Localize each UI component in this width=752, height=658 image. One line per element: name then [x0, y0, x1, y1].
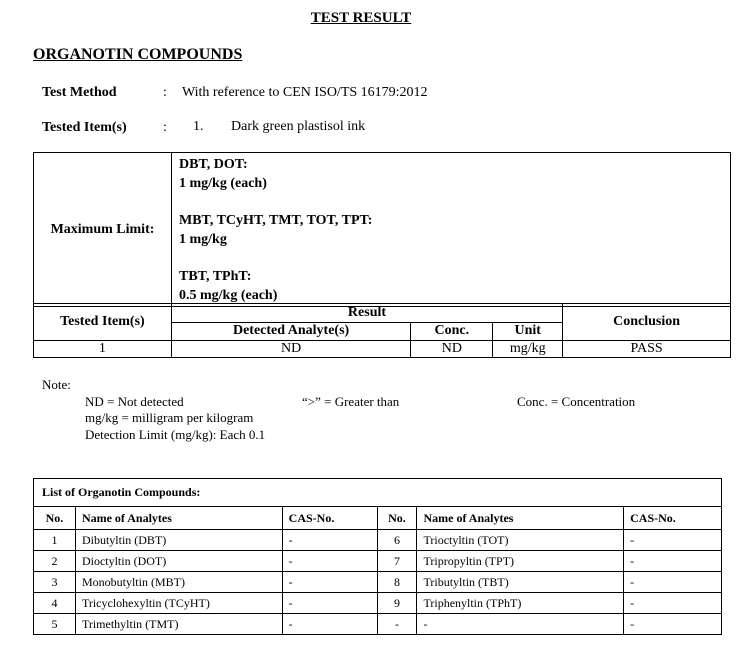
row-no: 6: [377, 530, 417, 551]
col-name-right: Name of Analytes: [417, 507, 624, 530]
result-table: [33, 303, 731, 358]
table-row: [34, 572, 722, 593]
conc-header: Conc.: [411, 322, 493, 341]
row-no: 7: [377, 551, 417, 572]
unit-header: Unit: [493, 322, 563, 341]
test-method-value: With reference to CEN ISO/TS 16179:2012: [182, 85, 428, 100]
row-no: 1: [34, 530, 76, 551]
note-mgkg: mg/kg = milligram per kilogram: [85, 410, 254, 425]
maximum-limit-table: [33, 152, 731, 307]
tested-items-value: Dark green plastisol ink: [231, 119, 366, 134]
tested-item-header: Tested Item(s): [34, 304, 172, 341]
col-cas-left: CAS-No.: [282, 507, 377, 530]
result-item: 1: [34, 341, 172, 358]
tested-items-sep: :: [163, 120, 167, 135]
test-method-label: Test Method: [42, 85, 117, 100]
row-name: Monobutyltin (MBT): [75, 572, 282, 593]
row-no: 3: [34, 572, 76, 593]
row-name: Tributyltin (TBT): [417, 572, 624, 593]
maximum-limit-label: Maximum Limit:: [34, 153, 172, 307]
col-no-left: No.: [34, 507, 76, 530]
organotin-list-caption: List of Organotin Compounds:: [42, 485, 201, 499]
result-unit: mg/kg: [493, 341, 563, 358]
maximum-limit-values: [172, 153, 731, 307]
tested-items-label: Tested Item(s): [42, 120, 127, 135]
note-concentration: Conc. = Concentration: [517, 394, 636, 409]
row-no: 5: [34, 614, 76, 635]
tested-items-number: 1.: [193, 119, 204, 134]
row-name: Trimethyltin (TMT): [75, 614, 282, 635]
note-label: Note:: [42, 377, 71, 392]
result-detected: ND: [171, 341, 411, 358]
row-name: Trioctyltin (TOT): [417, 530, 624, 551]
row-cas: -: [282, 572, 377, 593]
result-header: Result: [171, 304, 562, 323]
row-no: 2: [34, 551, 76, 572]
row-cas: -: [282, 614, 377, 635]
page-title: TEST RESULT: [310, 10, 412, 26]
row-cas: -: [624, 572, 722, 593]
col-no-right: No.: [377, 507, 417, 530]
test-method-sep: :: [163, 85, 167, 100]
limit-group-analytes: MBT, TCyHT, TMT, TOT, TPT:: [179, 213, 373, 228]
detected-analyte-header: Detected Analyte(s): [171, 322, 411, 341]
row-name: Dioctyltin (DOT): [75, 551, 282, 572]
row-name: Tricyclohexyltin (TCyHT): [75, 593, 282, 614]
row-cas: -: [282, 593, 377, 614]
row-no: 9: [377, 593, 417, 614]
note-greater-than: “>” = Greater than: [302, 394, 400, 409]
result-conc: ND: [411, 341, 493, 358]
row-cas: -: [282, 530, 377, 551]
table-row: [34, 614, 722, 635]
row-name: -: [417, 614, 624, 635]
row-name: Dibutyltin (DBT): [75, 530, 282, 551]
row-name: Tripropyltin (TPT): [417, 551, 624, 572]
table-row: [34, 551, 722, 572]
limit-group-value: 1 mg/kg: [179, 232, 227, 247]
result-conclusion: PASS: [563, 341, 731, 358]
organotin-list-table: [33, 506, 722, 635]
row-no: 4: [34, 593, 76, 614]
row-cas: -: [624, 593, 722, 614]
limit-group-dbt-dot: [172, 153, 730, 193]
table-row: [34, 530, 722, 551]
row-no: 8: [377, 572, 417, 593]
note-nd: ND = Not detected: [85, 394, 184, 409]
limit-group-value: 1 mg/kg (each): [179, 176, 267, 191]
limit-group-mbt-tcyht: [172, 209, 730, 249]
col-name-left: Name of Analytes: [75, 507, 282, 530]
limit-group-value: 0.5 mg/kg (each): [179, 288, 278, 303]
table-row: [34, 341, 731, 358]
note-detection-limit: Detection Limit (mg/kg): Each 0.1: [85, 427, 266, 442]
row-no: -: [377, 614, 417, 635]
table-row: [34, 593, 722, 614]
section-title: ORGANOTIN COMPOUNDS: [33, 46, 243, 63]
conclusion-header: Conclusion: [563, 304, 731, 341]
col-cas-right: CAS-No.: [624, 507, 722, 530]
limit-group-analytes: TBT, TPhT:: [179, 269, 252, 284]
limit-group-analytes: DBT, DOT:: [179, 157, 248, 172]
row-cas: -: [624, 551, 722, 572]
row-cas: -: [624, 530, 722, 551]
limit-group-tbt-tpht: [172, 265, 730, 306]
row-cas: -: [282, 551, 377, 572]
row-name: Triphenyltin (TPhT): [417, 593, 624, 614]
row-cas: -: [624, 614, 722, 635]
